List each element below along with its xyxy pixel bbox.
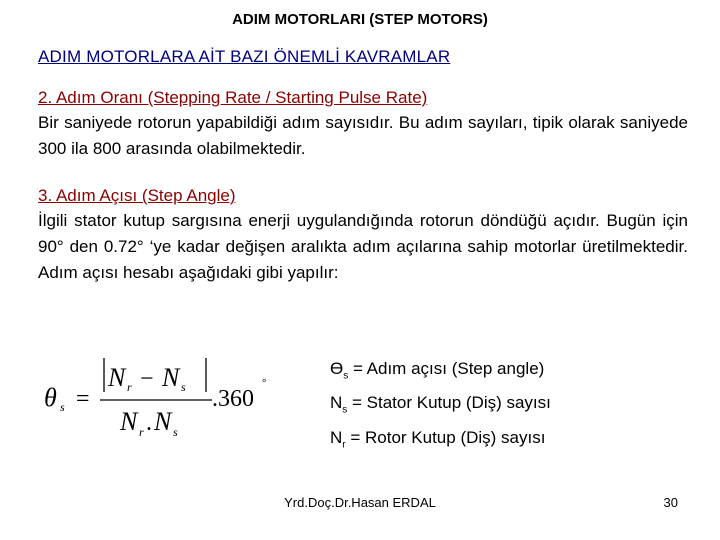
legend-item: $N_r$ = Rotor Kutup (Diş) sayısı [330, 427, 546, 451]
numerator-nr: N [108, 363, 126, 392]
denominator-ns: N [154, 407, 172, 436]
formula-degree: ° [262, 377, 267, 389]
section-body-step-angle: İlgili stator kutup sargısına enerji uygulandığında rotorun döndüğü açıdır. Bugün için 90° den 0.72° ‘ye kadar değişen aralıkta adım açılarına sahip motorlar üretilmektedir. Adım açısı hesabı aşağıdaki gibi yapılır: [38, 211, 688, 282]
formula-lhs: θ [44, 383, 57, 412]
numerator-ns-sub: s [181, 380, 186, 394]
formula-equals: = [76, 386, 90, 412]
formula-legend [330, 355, 551, 458]
section-body-stepping-rate: Bir saniyede rotorun yapabildiği adım sayısıdır. Bu adım sayıları, tipik olarak saniyede 300 ila 800 arasında olabilmektedir. [38, 113, 688, 158]
legend-item: $Ɵ_s$ = Adım açısı (Step angle) [330, 359, 545, 382]
numerator-nr-sub: r [127, 380, 132, 394]
slide-title: ADIM MOTORLARI (STEP MOTORS) [232, 11, 488, 28]
denominator-nr: N [120, 407, 138, 436]
section-heading-step-angle: 3. Adım Açısı (Step Angle) [38, 186, 236, 205]
numerator-minus: − [140, 366, 154, 392]
section-heading-stepping-rate: 2. Adım Oranı (Stepping Rate / Starting Pulse Rate) [38, 88, 428, 107]
legend-item: $N_s$ = Stator Kutup (Diş) sayısı [330, 393, 551, 416]
slide-subtitle: ADIM MOTORLARA AİT BAZI ÖNEMLİ KAVRAMLAR [38, 47, 451, 66]
denominator-ns-sub: s [173, 425, 178, 439]
denominator-dot: . [146, 410, 152, 436]
footer-author: Yrd.Doç.Dr.Hasan ERDAL [284, 495, 436, 510]
formula-multiplier: .360 [212, 386, 254, 412]
numerator-ns: N [162, 363, 180, 392]
denominator-nr-sub: r [139, 425, 144, 439]
page-number: 30 [663, 495, 678, 510]
step-angle-formula [40, 350, 280, 445]
formula-lhs-sub: s [60, 400, 65, 414]
